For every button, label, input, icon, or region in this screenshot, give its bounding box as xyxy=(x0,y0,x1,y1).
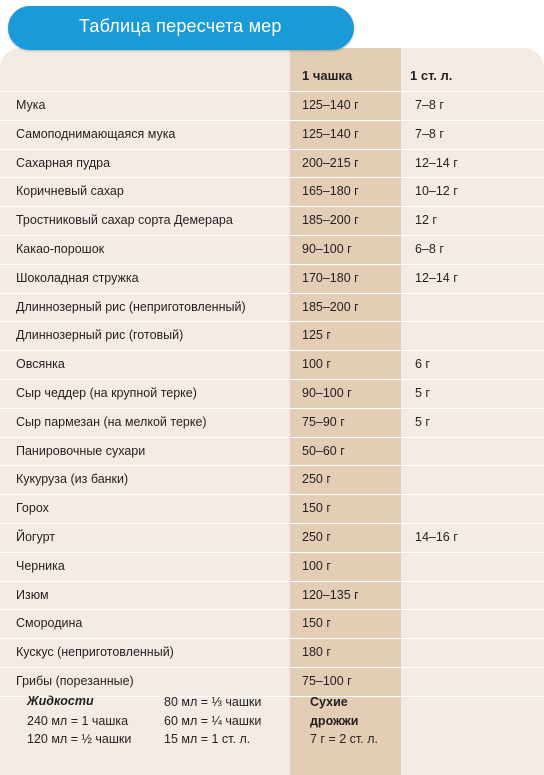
title-banner xyxy=(8,6,354,50)
cup-value: 180 г xyxy=(302,645,331,660)
tbsp-value: 10–12 г xyxy=(415,184,458,199)
yeast-title-2: дрожжи xyxy=(310,714,359,728)
table-row xyxy=(0,465,544,494)
item-name: Кускус (неприготовленный) xyxy=(16,645,174,660)
cup-value: 50–60 г xyxy=(302,443,345,458)
table-row xyxy=(0,264,544,293)
cup-value: 150 г xyxy=(302,501,331,516)
table-row xyxy=(0,177,544,206)
item-name: Черника xyxy=(16,558,65,573)
table-row xyxy=(0,408,544,437)
item-name: Смородина xyxy=(16,616,83,631)
page-title: Таблица пересчета мер xyxy=(79,16,282,36)
item-name: Шоколадная стружка xyxy=(16,270,139,285)
conversion-table xyxy=(0,48,544,775)
table-body xyxy=(0,91,544,697)
item-name: Горох xyxy=(16,501,49,516)
table-row xyxy=(0,120,544,149)
item-name: Коричневый сахар xyxy=(16,184,124,199)
cup-value: 165–180 г xyxy=(302,184,359,199)
cup-value: 90–100 г xyxy=(302,241,352,256)
item-name: Грибы (порезанные) xyxy=(16,673,134,688)
item-name: Длиннозерный рис (готовый) xyxy=(16,328,184,343)
tbsp-value: 12–14 г xyxy=(415,155,458,170)
cup-value: 250 г xyxy=(302,472,331,487)
table-row xyxy=(0,667,544,697)
item-name: Изюм xyxy=(16,587,49,602)
item-name: Сыр чеддер (на крупной терке) xyxy=(16,385,197,400)
table-row xyxy=(0,552,544,581)
table-row xyxy=(0,638,544,667)
item-name: Мука xyxy=(16,98,46,112)
cup-value: 200–215 г xyxy=(302,155,359,170)
cup-value: 90–100 г xyxy=(302,385,352,400)
table-row xyxy=(0,149,544,178)
liquids-line-2: 120 мл = ½ чашки xyxy=(27,732,132,746)
yeast-value: 7 г = 2 ст. л. xyxy=(310,732,378,746)
cup-value: 100 г xyxy=(302,558,331,573)
table-row xyxy=(0,235,544,264)
tbsp-value: 7–8 г xyxy=(415,98,444,112)
tbsp-value: 5 г xyxy=(415,414,430,429)
table-row xyxy=(0,523,544,552)
liquids-title: Жидкости xyxy=(27,694,94,708)
table-row xyxy=(0,321,544,350)
table-row xyxy=(0,437,544,466)
table-row xyxy=(0,350,544,379)
liquids-line-5: 15 мл = 1 ст. л. xyxy=(164,732,251,746)
cup-value: 125–140 г xyxy=(302,126,359,141)
table-row xyxy=(0,91,544,120)
table-header xyxy=(0,68,544,84)
item-name: Йогурт xyxy=(16,529,56,544)
table-row xyxy=(0,379,544,408)
cup-value: 150 г xyxy=(302,616,331,631)
item-name: Самоподнимающаяся мука xyxy=(16,126,176,141)
tbsp-value: 12 г xyxy=(415,213,437,228)
item-name: Сахарная пудра xyxy=(16,155,111,170)
table-row xyxy=(0,494,544,523)
table-row xyxy=(0,609,544,638)
cup-value: 125–140 г xyxy=(302,98,359,112)
tbsp-value: 7–8 г xyxy=(415,126,444,141)
liquids-line-1: 240 мл = 1 чашка xyxy=(27,714,129,728)
cup-value: 75–100 г xyxy=(302,673,352,688)
cup-value: 185–200 г xyxy=(302,213,359,228)
tbsp-value: 14–16 г xyxy=(415,529,458,544)
tbsp-value: 12–14 г xyxy=(415,270,458,285)
header-cup: 1 чашка xyxy=(302,68,353,83)
liquids-line-4: 60 мл = ¼ чашки xyxy=(164,714,262,728)
item-name: Тростниковый сахар сорта Демерара xyxy=(16,213,233,228)
tbsp-value: 6 г xyxy=(415,357,430,372)
cup-value: 125 г xyxy=(302,328,331,343)
table-row xyxy=(0,581,544,610)
item-name: Сыр пармезан (на мелкой терке) xyxy=(16,414,207,429)
cup-value: 170–180 г xyxy=(302,270,359,285)
table-row xyxy=(0,293,544,322)
tbsp-value: 5 г xyxy=(415,385,430,400)
cup-value: 75–90 г xyxy=(302,414,345,429)
yeast-title-1: Сухие xyxy=(310,695,348,709)
header-tbsp: 1 ст. л. xyxy=(410,68,453,83)
item-name: Овсянка xyxy=(16,357,65,372)
item-name: Длиннозерный рис (неприготовленный) xyxy=(16,299,246,314)
item-name: Какао-порошок xyxy=(16,241,105,256)
cup-value: 185–200 г xyxy=(302,299,359,314)
cup-value: 250 г xyxy=(302,529,331,544)
liquids-line-3: 80 мл = ⅓ чашки xyxy=(164,695,262,709)
cup-value: 120–135 г xyxy=(302,587,359,602)
item-name: Панировочные сухари xyxy=(16,443,146,458)
cup-value: 100 г xyxy=(302,357,331,372)
tbsp-value: 6–8 г xyxy=(415,241,444,256)
table-row xyxy=(0,206,544,235)
item-name: Кукуруза (из банки) xyxy=(16,472,129,487)
